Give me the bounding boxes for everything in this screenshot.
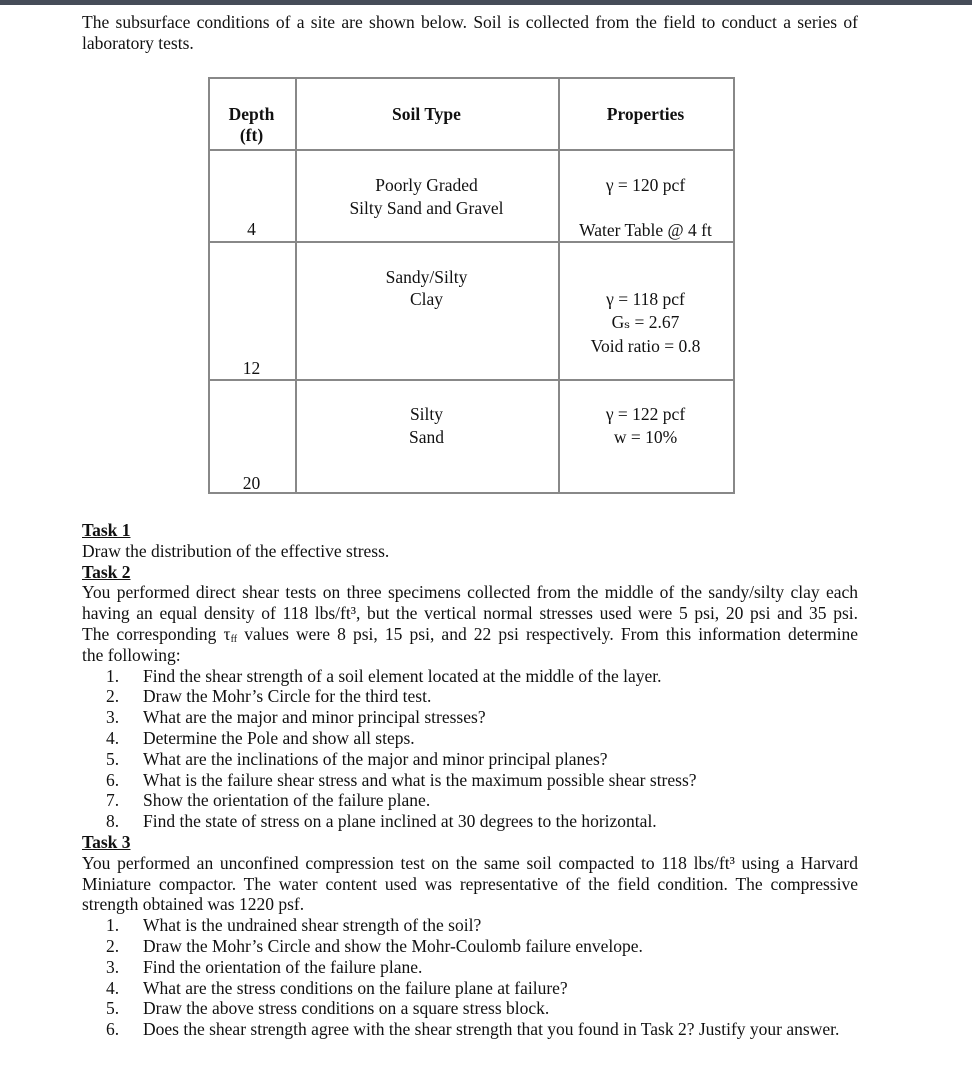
table-border <box>208 77 735 79</box>
task2-line: You performed direct shear tests on three specimens collected from the middle of the sandy/silty clay each <box>82 582 858 603</box>
property: γ = 122 pcf <box>605 404 686 424</box>
property: Gₛ = 2.67 <box>611 312 680 332</box>
task3-list <box>82 915 858 1040</box>
list-number: 1. <box>106 665 120 686</box>
list-number: 1. <box>106 915 120 936</box>
task2-line: having an equal density of 118 lbs/ft³, but the vertical normal stresses used were 5 psi, 20 psi and 35 psi. <box>82 603 858 624</box>
list-number: 8. <box>106 811 120 832</box>
list-number: 3. <box>106 956 120 977</box>
task2-list <box>82 666 858 832</box>
list-text: What are the major and minor principal stresses? <box>143 707 486 728</box>
list-text: Draw the above stress conditions on a square stress block. <box>143 998 550 1019</box>
intro-paragraph <box>82 12 858 54</box>
list-number: 4. <box>106 727 120 748</box>
list-text: Draw the Mohr’s Circle and show the Mohr-Coulomb failure envelope. <box>143 935 643 956</box>
task3-line: You performed an unconfined compression test on the same soil compacted to 118 lbs/ft³ using a Harvard <box>82 852 858 873</box>
task2-line-part: The corresponding τ <box>82 623 231 644</box>
table-border <box>208 241 735 243</box>
header-soil-type: Soil Type <box>392 104 461 124</box>
table-border <box>733 77 735 494</box>
soil-type: Sand <box>409 427 444 447</box>
soil-type: Silty Sand and Gravel <box>349 198 504 218</box>
table-border <box>208 379 735 381</box>
property: w = 10% <box>613 427 678 447</box>
list-number: 4. <box>106 977 120 998</box>
soil-type: Poorly Graded <box>375 175 478 195</box>
tasks-section <box>82 520 858 1040</box>
list-item <box>82 957 858 978</box>
task3-line: strength obtained was 1220 psf. <box>82 894 305 915</box>
list-item <box>82 686 858 707</box>
list-item <box>82 915 858 936</box>
soil-type: Sandy/Silty <box>385 267 468 287</box>
list-number: 5. <box>106 748 120 769</box>
task2-line <box>82 624 858 645</box>
task2-title: Task 2 <box>82 561 131 582</box>
list-item <box>82 1019 858 1040</box>
soil-type: Silty <box>409 404 444 424</box>
list-item <box>82 666 858 687</box>
list-text: What is the undrained shear strength of the soil? <box>143 915 482 936</box>
list-item <box>82 790 858 811</box>
window-top-bar <box>0 0 972 5</box>
list-text: Does the shear strength agree with the shear strength that you found in Task 2? Justify your answer. <box>143 1019 840 1040</box>
depth-value: 4 <box>247 219 256 239</box>
list-text: Show the orientation of the failure plane. <box>143 790 431 811</box>
list-item <box>82 749 858 770</box>
task3-title: Task 3 <box>82 831 131 852</box>
list-item <box>82 728 858 749</box>
list-number: 3. <box>106 707 120 728</box>
table-border <box>208 149 735 151</box>
property: γ = 120 pcf <box>605 175 686 195</box>
task3-line: Miniature compactor. The water content used was representative of the field condition. The compressive <box>82 873 858 894</box>
task2-line: the following: <box>82 644 181 665</box>
list-text: Find the state of stress on a plane inclined at 30 degrees to the horizontal. <box>143 811 657 832</box>
intro-line: laboratory tests. <box>82 33 194 53</box>
intro-line: The subsurface conditions of a site are shown below. Soil is collected from the field to conduct a series of <box>82 12 858 32</box>
depth-value: 20 <box>242 473 261 493</box>
header-depth-unit: (ft) <box>239 125 264 145</box>
list-text: Determine the Pole and show all steps. <box>143 727 415 748</box>
list-text: What is the failure shear stress and what is the maximum possible shear stress? <box>143 769 697 790</box>
list-text: Find the shear strength of a soil element located at the middle of the layer. <box>143 665 662 686</box>
list-number: 2. <box>106 935 120 956</box>
list-number: 5. <box>106 998 120 1019</box>
list-text: Draw the Mohr’s Circle for the third test. <box>143 686 432 707</box>
list-number: 7. <box>106 790 120 811</box>
property: Void ratio = 0.8 <box>590 336 701 356</box>
list-text: What are the stress conditions on the failure plane at failure? <box>143 977 568 998</box>
list-item <box>82 811 858 832</box>
list-number: 6. <box>106 1019 120 1040</box>
list-item <box>82 998 858 1019</box>
list-number: 6. <box>106 769 120 790</box>
header-properties: Properties <box>606 104 685 124</box>
list-item <box>82 707 858 728</box>
list-number: 2. <box>106 686 120 707</box>
depth-value: 12 <box>242 358 261 378</box>
task2-line-part: values were 8 psi, 15 psi, and 22 psi respectively. From this information determine <box>237 623 858 644</box>
tau-subscript: ff <box>230 633 238 645</box>
task1-text: Draw the distribution of the effective stress. <box>82 540 390 561</box>
property: Water Table @ 4 ft <box>579 220 712 240</box>
list-item <box>82 936 858 957</box>
list-item <box>82 770 858 791</box>
task1-title: Task 1 <box>82 520 131 540</box>
list-item <box>82 978 858 999</box>
soil-type: Clay <box>409 289 444 309</box>
list-text: Find the orientation of the failure plane. <box>143 956 423 977</box>
header-depth: Depth <box>228 104 275 124</box>
property: γ = 118 pcf <box>606 289 685 309</box>
list-text: What are the inclinations of the major and minor principal planes? <box>143 748 608 769</box>
soil-profile-table <box>208 77 735 494</box>
